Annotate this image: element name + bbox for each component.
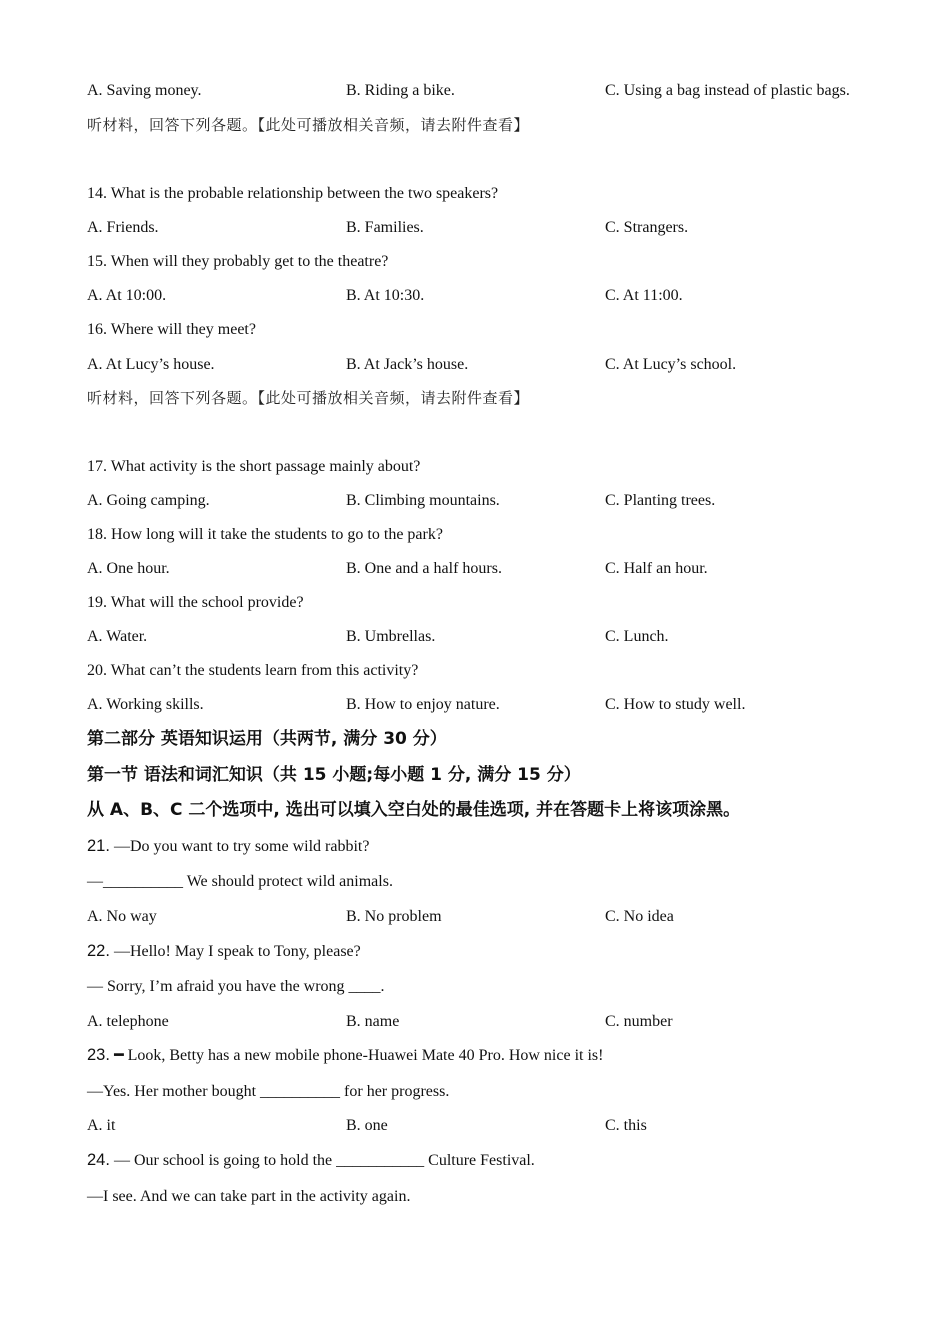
question-stem: 19. What will the school provide? [87,594,304,611]
question-stem [87,836,369,857]
option-b: B. Climbing mountains. [346,492,500,509]
option-a: A. telephone [87,1013,169,1030]
option-c: C. At Lucy’s school. [605,356,737,373]
dialogue-line: —I see. And we can take part in the activity again. [87,1188,411,1205]
section-title: 第一节 语法和词汇知识（共 15 小题;每小题 1 分, 满分 15 分） [87,765,581,785]
option-b: B. Riding a bike. [346,82,455,99]
question-number: 24. [87,1151,110,1169]
option-a: A. Going camping. [87,492,210,509]
option-a: A. Friends. [87,219,159,236]
option-b: B. name [346,1013,400,1030]
option-a: A. Saving money. [87,82,202,99]
dialogue-line: — Our school is going to hold the ___________ Culture Festival. [109,1152,535,1169]
question-stem: 20. What can’t the students learn from this activity? [87,662,419,679]
option-c: C. Planting trees. [605,492,716,509]
part-title: 第二部分 英语知识运用（共两节, 满分 30 分） [87,729,447,749]
question-number: 21. [87,837,110,855]
question-stem: 18. How long will it take the students to go to the park? [87,526,443,543]
listen-note: 听材料，回答下列各题。【此处可播放相关音频，请去附件查看】 [87,389,530,407]
option-a: A. Water. [87,628,148,645]
option-b: B. Families. [346,219,424,236]
option-b: B. one [346,1117,388,1134]
option-c: C. No idea [605,908,674,925]
question-stem [87,1045,603,1066]
option-c: C. How to study well. [605,696,746,713]
option-a: A. At 10:00. [87,287,167,304]
question-stem [87,941,361,962]
listen-note: 听材料，回答下列各题。【此处可播放相关音频，请去附件查看】 [87,116,530,134]
option-a: A. No way [87,908,157,925]
dialogue-line: —Yes. Her mother bought __________ for her progress. [87,1083,450,1100]
question-stem: 15. When will they probably get to the theatre? [87,253,389,270]
dialogue-line: ━ Look, Betty has a new mobile phone-Huawei Mate 40 Pro. How nice it is! [109,1047,604,1064]
instruction: 从 A、B、C 二个选项中, 选出可以填入空白处的最佳选项, 并在答题卡上将该项涂黑。 [87,800,741,820]
option-c: C. Half an hour. [605,560,708,577]
option-c: C. number [605,1013,673,1030]
option-c: C. At 11:00. [605,287,683,304]
option-b: B. No problem [346,908,442,925]
option-b: B. One and a half hours. [346,560,502,577]
dialogue-line: —Do you want to try some wild rabbit? [109,838,370,855]
question-number: 23. [87,1046,110,1064]
option-c: C. this [605,1117,647,1134]
dialogue-line: —__________ We should protect wild animals. [87,873,393,890]
option-b: B. Umbrellas. [346,628,436,645]
dialogue-line: —Hello! May I speak to Tony, please? [109,943,361,960]
dialogue-line: — Sorry, I’m afraid you have the wrong ____. [87,978,385,995]
option-a: A. At Lucy’s house. [87,356,215,373]
question-stem [87,1150,535,1171]
option-c: C. Lunch. [605,628,669,645]
question-stem: 14. What is the probable relationship between the two speakers? [87,185,499,202]
question-number: 22. [87,942,110,960]
option-c: C. Using a bag instead of plastic bags. [605,82,850,99]
option-a: A. Working skills. [87,696,204,713]
option-a: A. it [87,1117,116,1134]
option-b: B. At 10:30. [346,287,425,304]
question-stem: 16. Where will they meet? [87,321,256,338]
option-c: C. Strangers. [605,219,689,236]
question-stem: 17. What activity is the short passage mainly about? [87,458,421,475]
option-a: A. One hour. [87,560,170,577]
option-b: B. How to enjoy nature. [346,696,500,713]
option-b: B. At Jack’s house. [346,356,469,373]
